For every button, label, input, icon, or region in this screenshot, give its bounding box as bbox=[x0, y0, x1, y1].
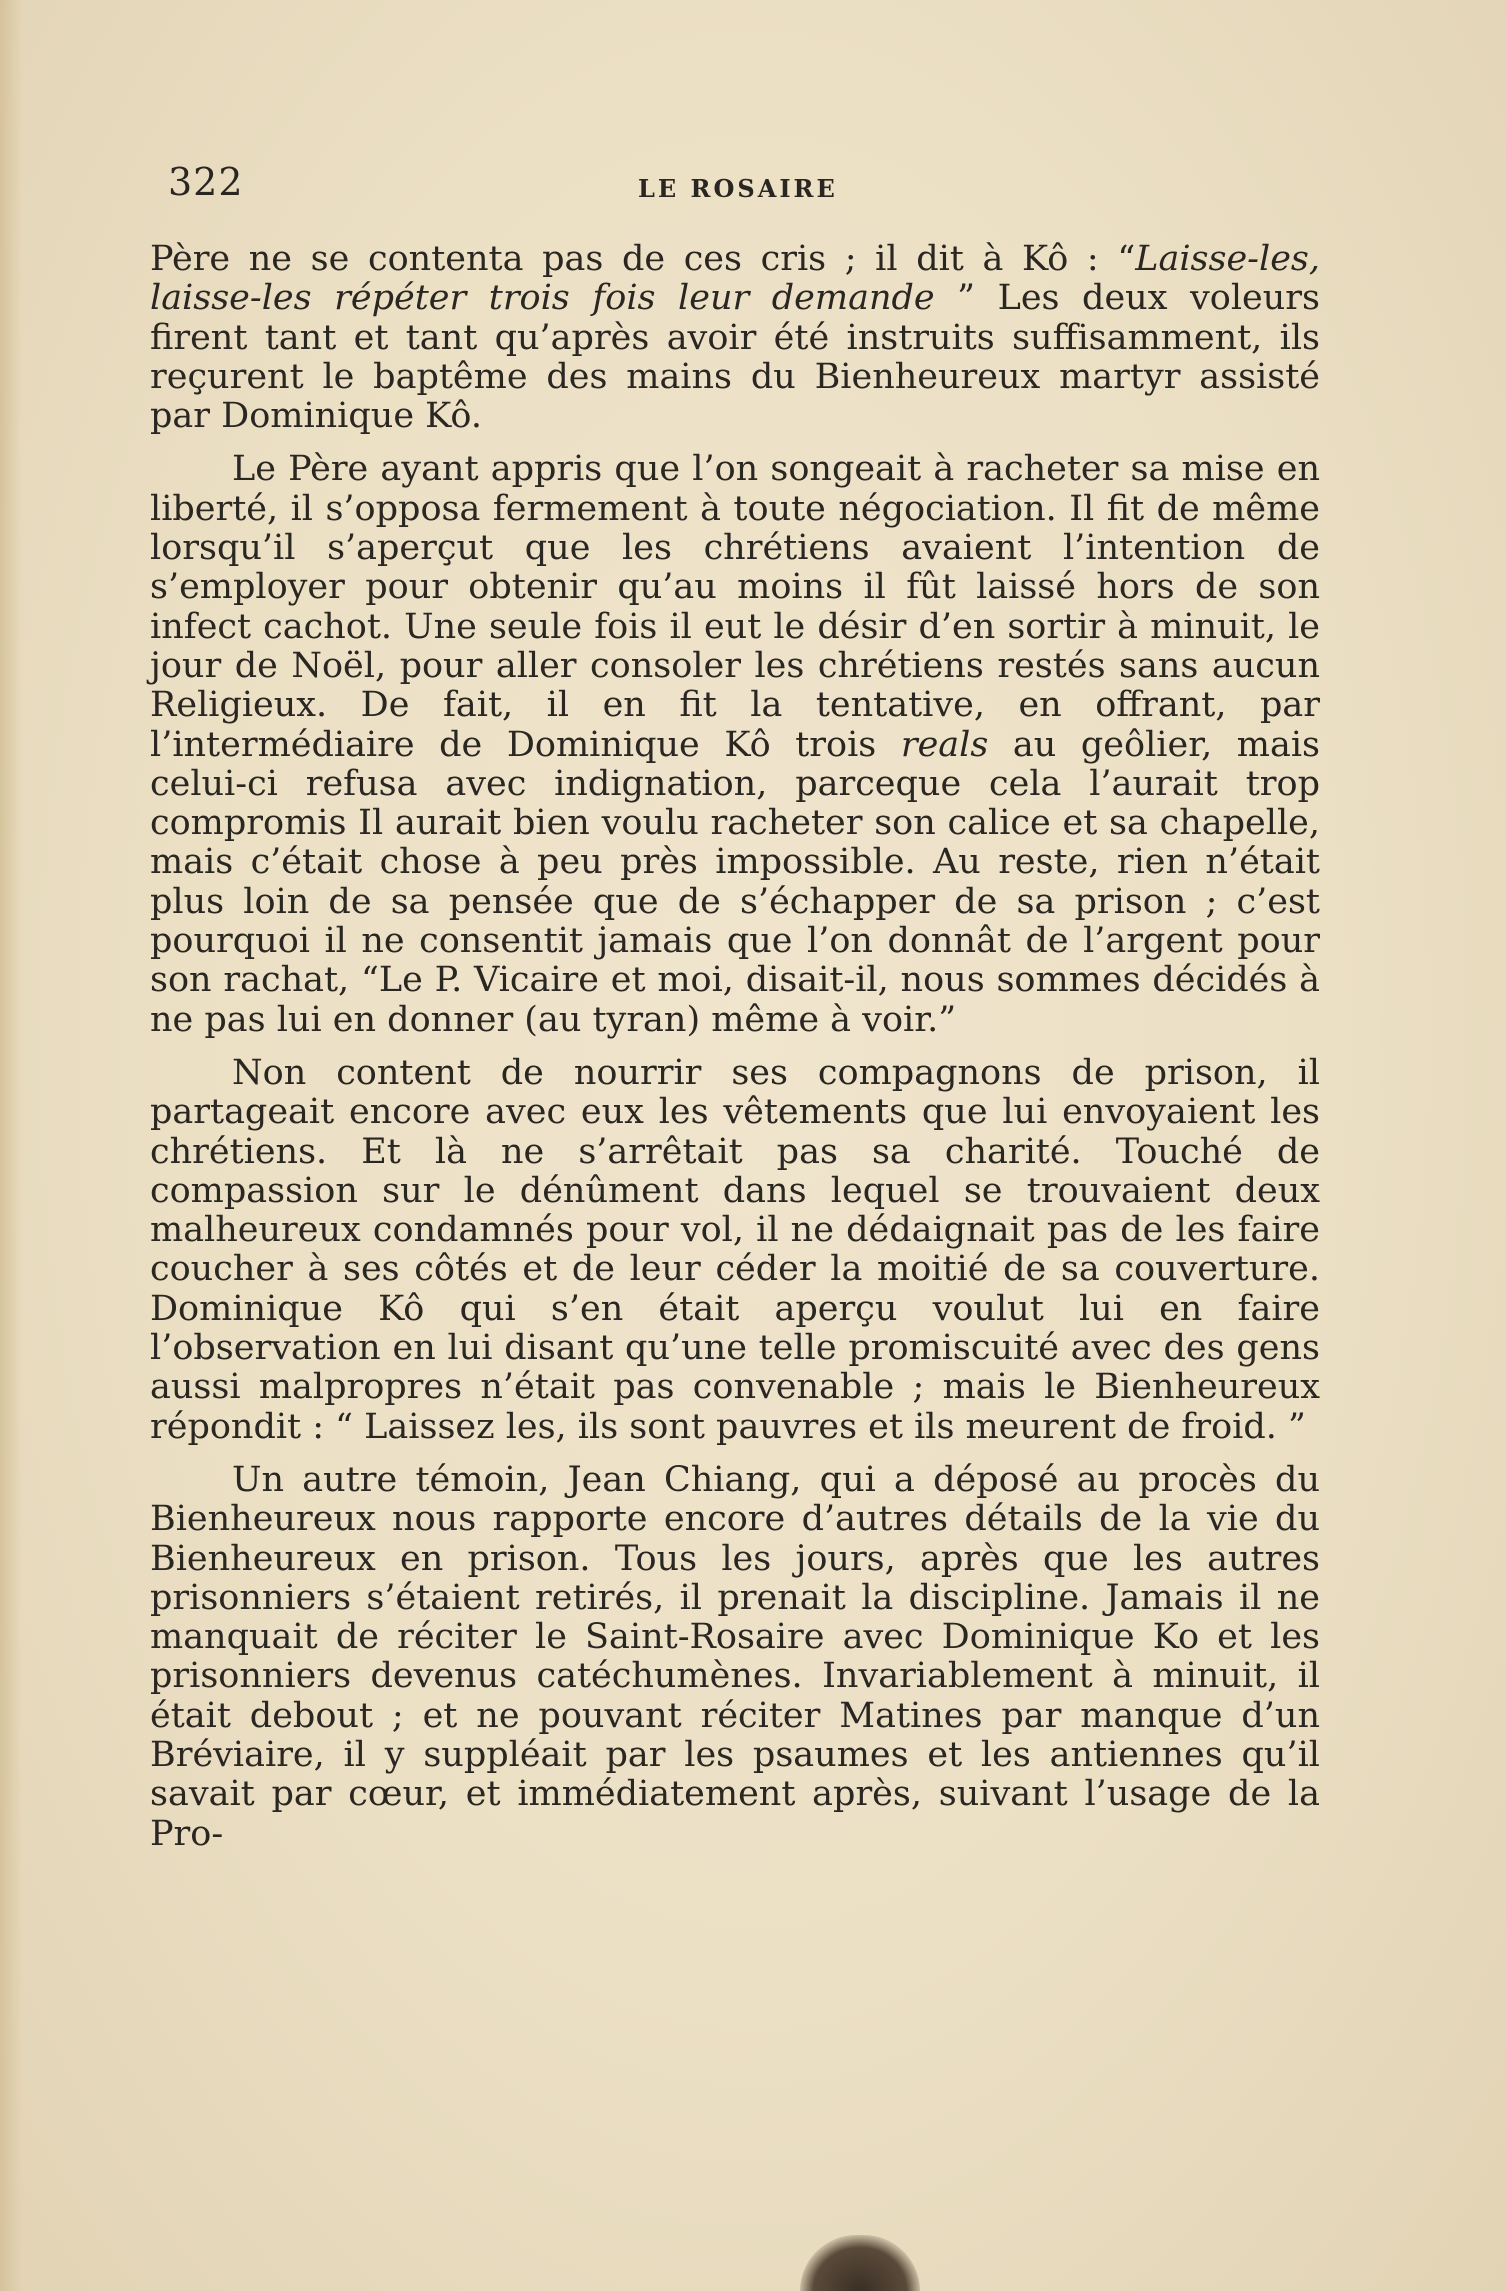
text-segment: Père ne se contenta pas de ces cris ; il dit à Kô : “ bbox=[150, 239, 1136, 279]
paragraph-3 bbox=[150, 1054, 1320, 1447]
text-segment: Non content de nourrir ses compagnons de prison, il partageait encore avec eux les vêtements que lui envoyaient les chrétiens. Et là ne s’arrêtait pas sa charité. Touché de compassion sur le dénûment dans lequel se trouvaient deux malheureux condamnés pour vol, il ne dédaignait pas de les faire coucher à ses côtés et de leur céder la moitié de sa couverture. Dominique Kô qui s’en était aperçu voulut lui en faire l’observation en lui disant qu’une telle promiscuité avec des gens aussi malpropres n’était pas convenable ; mais le Bienheureux répondit : “ Laissez les, ils sont pauvres et ils meurent de froid. ” bbox=[150, 1052, 1320, 1447]
paragraph-2 bbox=[150, 450, 1320, 1039]
text-segment: au geôlier, mais celui-ci refusa avec indignation, parceque cela l’aurait trop compromis Il aurait bien voulu racheter son calice et sa chapelle, mais c’était chose à peu près impossible. Au reste, rien n’était plus loin de sa pensée que de s’échapper de sa prison ; c’est pourquoi il ne consentit jamais que l’on donnât de l’argent pour son rachat, “Le P. Vicaire et moi, disait-il, nous sommes décidés à ne pas lui en donner (au tyran) même à voir.” bbox=[150, 724, 1320, 1040]
page-number: 322 bbox=[168, 160, 244, 204]
text-segment: ” Les deux voleurs firent tant et tant qu’après avoir été instruits suffisamment, ils reçurent le baptême des mains du Bienheureux martyr assisté par Dominique Kô. bbox=[150, 278, 1320, 437]
page-bottom-stain bbox=[800, 2235, 920, 2291]
running-head: LE ROSAIRE bbox=[638, 174, 838, 203]
page-gutter-shadow bbox=[0, 0, 22, 2291]
text-segment: Le Père ayant appris que l’on songeait à racheter sa mise en liberté, il s’opposa fermement à toute négociation. Il fit de même lorsqu’il s’aperçut que les chrétiens avaient l’intention de s’employer pour obtenir qu’au moins il fût laissé hors de son infect cachot. Une seule fois il eut le désir d’en sortir à minuit, le jour de Noël, pour aller consoler les chrétiens restés sans aucun Religieux. De fait, il en fit la tentative, en offrant, par l’intermédiaire de Dominique Kô trois bbox=[150, 449, 1320, 765]
body-text bbox=[150, 240, 1320, 1868]
page-header bbox=[168, 160, 1328, 210]
italic-segment: Laisse-les, laisse-les répéter trois fois leur demande bbox=[150, 239, 1320, 319]
italic-segment: reals bbox=[900, 724, 989, 765]
paragraph-4 bbox=[150, 1461, 1320, 1854]
text-segment: Un autre témoin, Jean Chiang, qui a déposé au procès du Bienheureux nous rapporte encore d’autres détails de la vie du Bienheureux en prison. Tous les jours, après que les autres prisonniers s’étaient retirés, il prenait la discipline. Jamais il ne manquait de réciter le Saint-Rosaire avec Dominique Ko et les prisonniers devenus catéchumènes. Invariablement à minuit, il était debout ; et ne pouvant réciter Matines par manque d’un Bréviaire, il y suppléait par les psaumes et les antiennes qu’il savait par cœur, et immédiatement après, suivant l’usage de la Pro- bbox=[150, 1459, 1320, 1854]
paragraph-1 bbox=[150, 240, 1320, 436]
